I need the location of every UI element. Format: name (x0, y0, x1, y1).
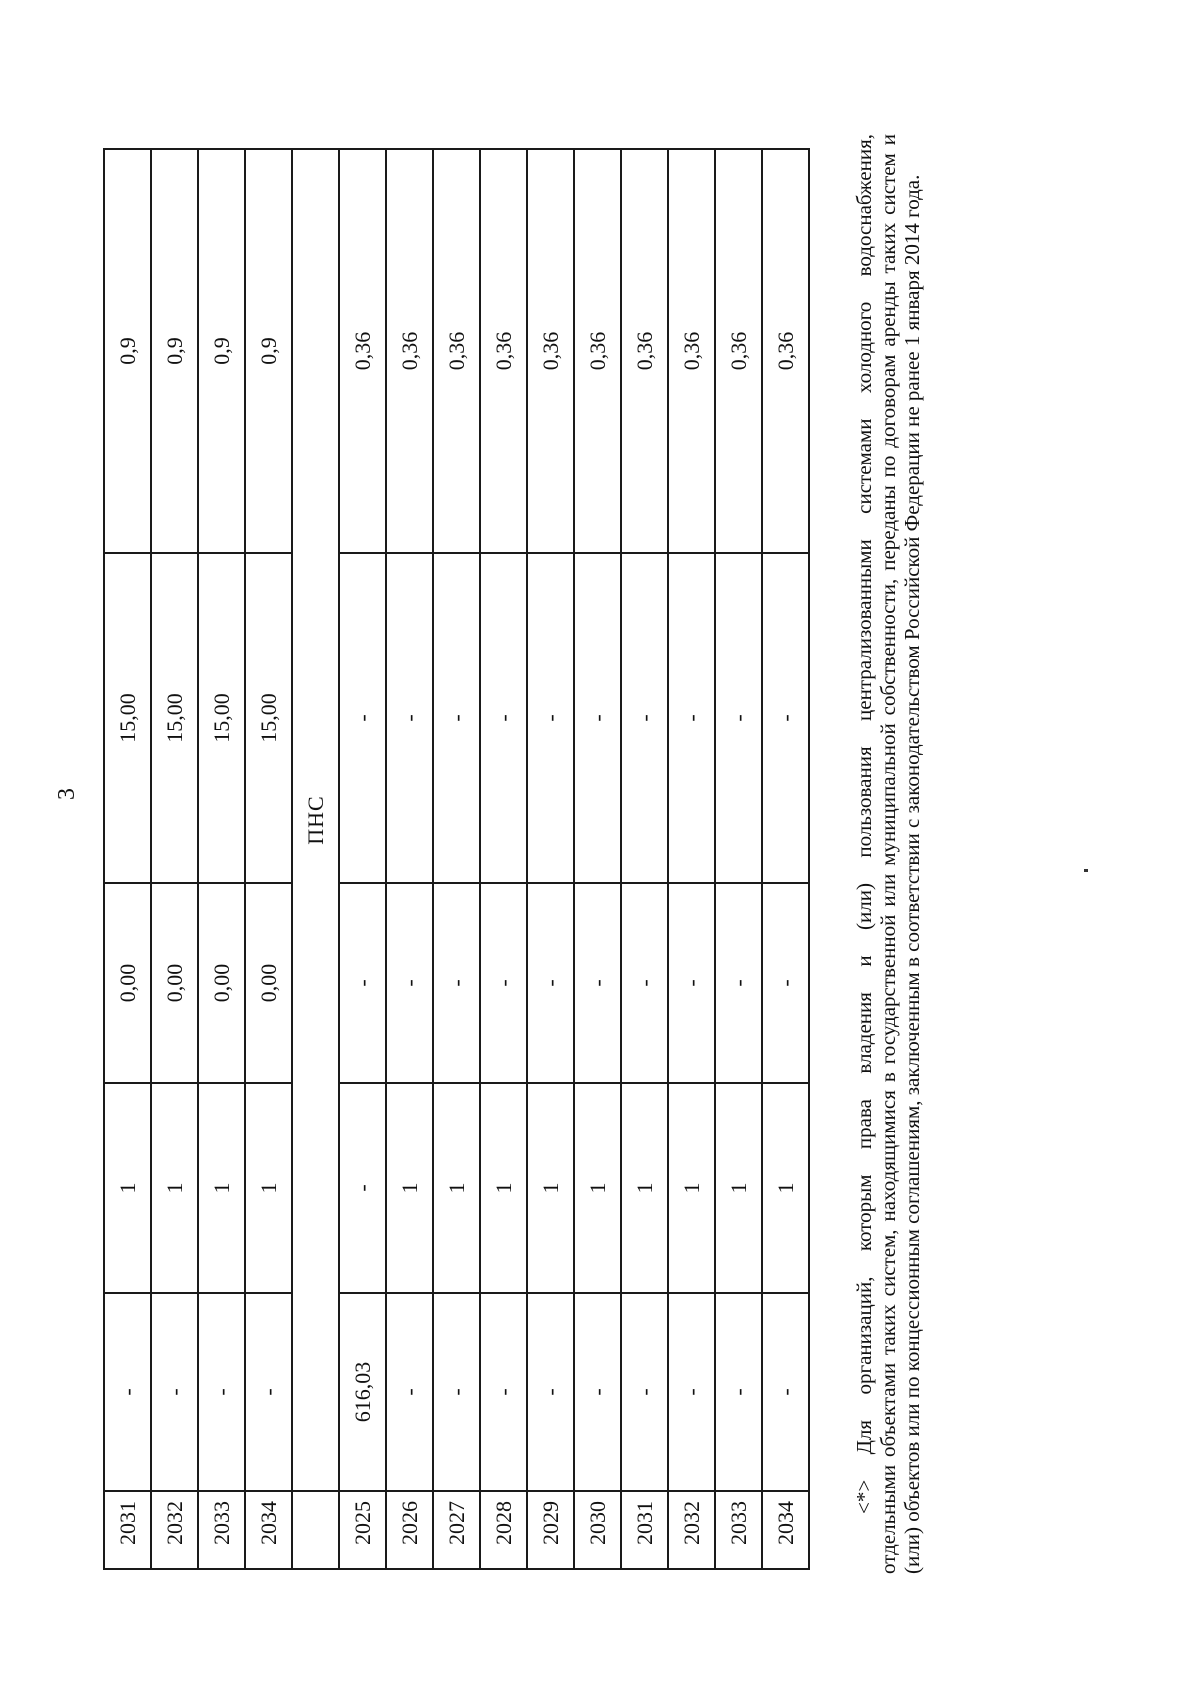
cell-zero: 0,00 (151, 883, 198, 1083)
section-title-pns: ПНС (292, 149, 339, 1491)
cell-count: 1 (245, 1083, 292, 1293)
cell-fifteen: - (621, 553, 668, 883)
cell-value: - (386, 1293, 433, 1491)
cell-count: 1 (433, 1083, 480, 1293)
cell-coef: 0,36 (480, 149, 527, 553)
cell-fifteen: 15,00 (104, 553, 151, 883)
cell-value: - (198, 1293, 245, 1491)
cell-value: - (527, 1293, 574, 1491)
cell-count: 1 (386, 1083, 433, 1293)
table-pns-section (339, 149, 809, 1569)
cell-zero: - (621, 883, 668, 1083)
cell-coef: 0,36 (621, 149, 668, 553)
cell-fifteen: - (480, 553, 527, 883)
table-row (339, 149, 386, 1569)
cell-fifteen: - (386, 553, 433, 883)
cell-zero: - (480, 883, 527, 1083)
cell-zero: 0,00 (198, 883, 245, 1083)
cell-coef: 0,36 (339, 149, 386, 553)
cell-count: 1 (198, 1083, 245, 1293)
table-row (198, 149, 245, 1569)
cell-coef: 0,36 (433, 149, 480, 553)
cell-value: - (574, 1293, 621, 1491)
cell-zero: - (339, 883, 386, 1083)
cell-value: - (480, 1293, 527, 1491)
cell-zero: - (715, 883, 762, 1083)
table-row (245, 149, 292, 1569)
cell-zero: - (433, 883, 480, 1083)
cell-coef: 0,36 (762, 149, 809, 553)
cell-zero: - (762, 883, 809, 1083)
table-row (433, 149, 480, 1569)
footnote-continuation: отдельными объектами таких систем, находящимися в государственной или муниципальной собственности, переданы по договорам аренды таких систем и (или) объектов или по концессионным соглашениям, заключенным в соответствии с законодательством Российской Федерации не ранее 1 января 2014 года. (876, 134, 924, 1574)
table-row (480, 149, 527, 1569)
cell-zero: - (527, 883, 574, 1083)
table-row (668, 149, 715, 1569)
cell-value: - (621, 1293, 668, 1491)
table-row (386, 149, 433, 1569)
cell-count: 1 (668, 1083, 715, 1293)
cell-year: 2032 (151, 1491, 198, 1569)
footnote-first-line: <*> Для организаций, которым права владения и (или) пользования централизованными системами холодного водоснабжения, (852, 134, 876, 1514)
cell-zero: - (386, 883, 433, 1083)
cell-value: - (715, 1293, 762, 1491)
cell-fifteen: - (574, 553, 621, 883)
cell-year: 2033 (715, 1491, 762, 1569)
cell-fifteen: 15,00 (151, 553, 198, 883)
section-header-row (292, 149, 339, 1569)
cell-fifteen: 15,00 (245, 553, 292, 883)
cell-year: 2027 (433, 1491, 480, 1569)
cell-zero: - (574, 883, 621, 1083)
cell-count: 1 (527, 1083, 574, 1293)
cell-year: 2032 (668, 1491, 715, 1569)
cell-year: 2034 (245, 1491, 292, 1569)
table-pns-header (292, 149, 339, 1569)
cell-coef: 0,9 (198, 149, 245, 553)
cell-coef: 0,36 (715, 149, 762, 553)
cell-value: - (433, 1293, 480, 1491)
cell-coef: 0,9 (151, 149, 198, 553)
cell-year: 2026 (386, 1491, 433, 1569)
cell-zero: - (668, 883, 715, 1083)
cell-count: 1 (104, 1083, 151, 1293)
cell-fifteen: - (339, 553, 386, 883)
cell-year: 2028 (480, 1491, 527, 1569)
cell-coef: 0,36 (574, 149, 621, 553)
cell-year: 2029 (527, 1491, 574, 1569)
cell-value: - (245, 1293, 292, 1491)
cell-coef: 0,9 (245, 149, 292, 553)
table-row (715, 149, 762, 1569)
cell-coef: 0,36 (386, 149, 433, 553)
cell-fifteen: 15,00 (198, 553, 245, 883)
cell-year: 2031 (621, 1491, 668, 1569)
cell-fifteen: - (527, 553, 574, 883)
table-row (574, 149, 621, 1569)
cell-coef: 0,36 (527, 149, 574, 553)
tariff-table (103, 148, 810, 1570)
cell-value: - (762, 1293, 809, 1491)
cell-count: 1 (621, 1083, 668, 1293)
cell-fifteen: - (715, 553, 762, 883)
cell-zero: 0,00 (245, 883, 292, 1083)
cell-value: - (668, 1293, 715, 1491)
table-row (762, 149, 809, 1569)
cell-coef: 0,9 (104, 149, 151, 553)
cell-count: 1 (480, 1083, 527, 1293)
table-row (621, 149, 668, 1569)
cell-fifteen: - (433, 553, 480, 883)
cell-year: 2030 (574, 1491, 621, 1569)
scan-artifact-dot (1084, 869, 1088, 872)
table-row (527, 149, 574, 1569)
section-header-empty-cell (292, 1491, 339, 1569)
cell-year: 2031 (104, 1491, 151, 1569)
cell-count: 1 (574, 1083, 621, 1293)
cell-fifteen: - (668, 553, 715, 883)
cell-value: - (151, 1293, 198, 1491)
cell-count: 1 (715, 1083, 762, 1293)
page-number: 3 (54, 788, 80, 800)
table-row (104, 149, 151, 1569)
footnote (852, 134, 924, 1574)
cell-year: 2033 (198, 1491, 245, 1569)
table-top-section (104, 149, 292, 1569)
table-row (151, 149, 198, 1569)
cell-count: - (339, 1083, 386, 1293)
cell-count: 1 (151, 1083, 198, 1293)
cell-year: 2025 (339, 1491, 386, 1569)
cell-fifteen: - (762, 553, 809, 883)
cell-count: 1 (762, 1083, 809, 1293)
cell-zero: 0,00 (104, 883, 151, 1083)
cell-value: - (104, 1293, 151, 1491)
cell-coef: 0,36 (668, 149, 715, 553)
cell-year: 2034 (762, 1491, 809, 1569)
cell-value: 616,03 (339, 1293, 386, 1491)
